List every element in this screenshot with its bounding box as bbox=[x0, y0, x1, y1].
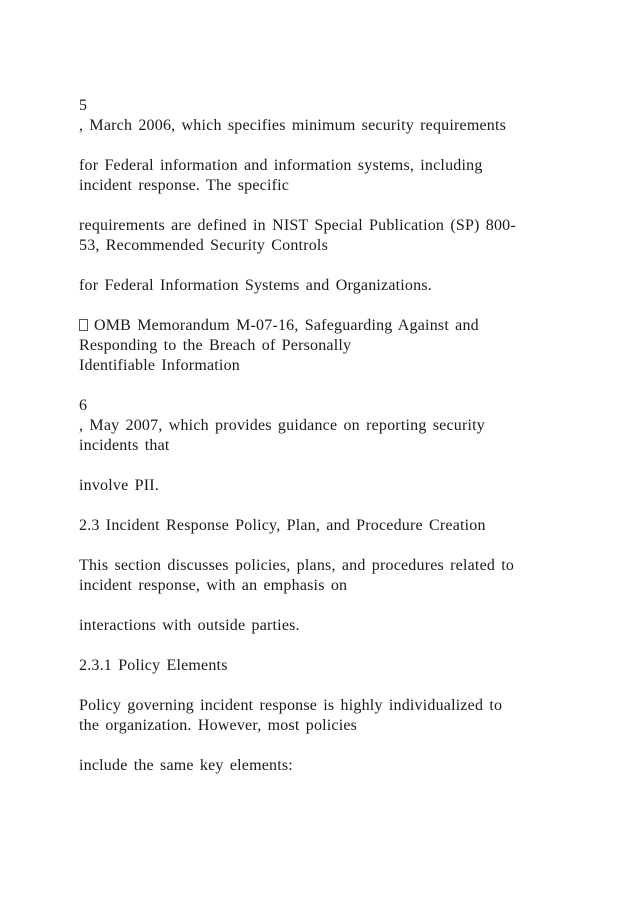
text-line: incidents that bbox=[79, 437, 170, 454]
text-line: 53, Recommended Security Controls bbox=[79, 237, 329, 254]
section-heading-2-3-1 bbox=[79, 656, 599, 676]
heading-line: 2.3.1 Policy Elements bbox=[79, 657, 228, 674]
paragraph-2 bbox=[79, 156, 599, 196]
paragraph-10 bbox=[79, 616, 599, 636]
text-line: , May 2007, which provides guidance on reporting security bbox=[79, 417, 485, 434]
text-line: Policy governing incident response is highly individualized to bbox=[79, 697, 503, 714]
text-line: incident response. The specific bbox=[79, 177, 290, 194]
paragraph-6 bbox=[79, 396, 599, 456]
bullet-box-icon bbox=[79, 319, 88, 331]
text-line: Responding to the Breach of Personally bbox=[79, 337, 352, 354]
paragraph-12 bbox=[79, 696, 599, 736]
text-line: for Federal Information Systems and Organizations. bbox=[79, 277, 432, 294]
paragraph-7 bbox=[79, 476, 599, 496]
text-line: , March 2006, which specifies minimum security requirements bbox=[79, 117, 507, 134]
text-line: include the same key elements: bbox=[79, 757, 293, 774]
text-line: incident response, with an emphasis on bbox=[79, 577, 348, 594]
paragraph-4 bbox=[79, 276, 599, 296]
text-line: Identifiable Information bbox=[79, 357, 240, 374]
paragraph-3 bbox=[79, 216, 599, 256]
footnote-ref-5: 5 bbox=[79, 97, 88, 114]
text-line: This section discusses policies, plans, and procedures related to bbox=[79, 557, 515, 574]
text-line: involve PII. bbox=[79, 477, 159, 494]
paragraph-5-bullet bbox=[79, 316, 599, 376]
text-line: the organization. However, most policies bbox=[79, 717, 358, 734]
paragraph-13 bbox=[79, 756, 599, 776]
section-heading-2-3 bbox=[79, 516, 599, 536]
document-page bbox=[79, 96, 599, 776]
text-line: interactions with outside parties. bbox=[79, 617, 300, 634]
footnote-ref-6: 6 bbox=[79, 397, 88, 414]
paragraph-9 bbox=[79, 556, 599, 596]
text-line: requirements are defined in NIST Special Publication (SP) 800- bbox=[79, 217, 516, 234]
paragraph-1 bbox=[79, 96, 599, 136]
text-line: OMB Memorandum M-07-16, Safeguarding Against and bbox=[94, 317, 479, 334]
heading-line: 2.3 Incident Response Policy, Plan, and Procedure Creation bbox=[79, 517, 486, 534]
text-line: for Federal information and information systems, including bbox=[79, 157, 483, 174]
